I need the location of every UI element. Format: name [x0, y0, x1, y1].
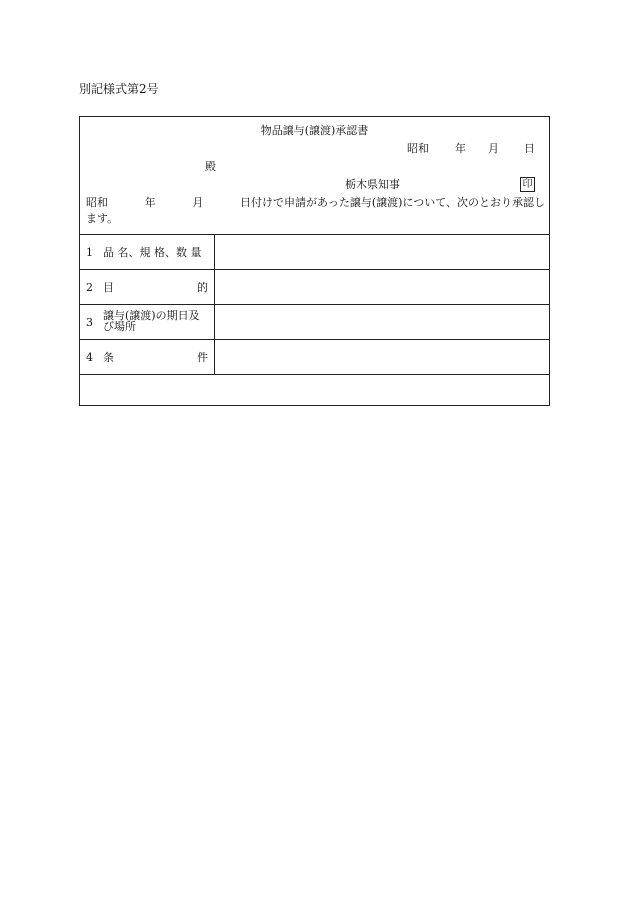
form-header [80, 117, 549, 235]
body-era: 昭和 [86, 196, 108, 209]
date-era: 昭和 [407, 142, 429, 155]
date-year: 年 [455, 142, 466, 155]
row-label-line2: び場所 [103, 320, 136, 333]
row-label-start: 条 [103, 351, 114, 364]
row-value-cell[interactable] [215, 270, 549, 304]
row-label-end: 件 [197, 351, 208, 364]
row-label-cell [80, 305, 215, 339]
row-label [103, 310, 210, 332]
row-number: 4 [86, 351, 93, 364]
document-title: 物品譲与(譲渡)承認書 [260, 124, 369, 137]
form-row-date-place [80, 305, 549, 340]
body-text-line1 [86, 196, 545, 209]
row-label: 品 名、規 格、数 量 [103, 246, 202, 259]
row-value-cell[interactable] [215, 305, 549, 339]
issuer: 栃木県知事 [345, 178, 400, 191]
row-label-cell [80, 270, 215, 304]
row-number: 1 [86, 246, 93, 259]
row-label-cell [80, 340, 215, 374]
body-month: 月 [192, 196, 204, 209]
row-number: 2 [86, 281, 93, 294]
row-label [103, 351, 208, 364]
row-label-start: 目 [103, 281, 114, 294]
row-value-cell[interactable] [215, 235, 549, 269]
form-number: 別記様式第2号 [79, 82, 159, 96]
seal-box: 印 [520, 177, 535, 192]
row-label-cell [80, 235, 215, 269]
body-year: 年 [144, 196, 156, 209]
form-row-blank[interactable] [80, 375, 549, 409]
body-text: 日付けで申請があった譲与(譲渡)について、次のとおり承認し [239, 196, 545, 209]
row-label-line1: 譲与(譲渡)の期日及 [103, 309, 200, 322]
approval-form [79, 116, 550, 406]
row-label [103, 281, 208, 294]
form-row-item-specs [80, 235, 549, 270]
addressee: 殿 [205, 160, 216, 173]
row-number: 3 [86, 316, 93, 329]
date-month: 月 [488, 142, 499, 155]
row-value-cell[interactable] [215, 340, 549, 374]
body-text-line2: ます。 [86, 212, 119, 225]
row-label-end: 的 [197, 281, 208, 294]
form-row-conditions [80, 340, 549, 375]
date-day: 日 [524, 142, 535, 155]
form-row-purpose [80, 270, 549, 305]
